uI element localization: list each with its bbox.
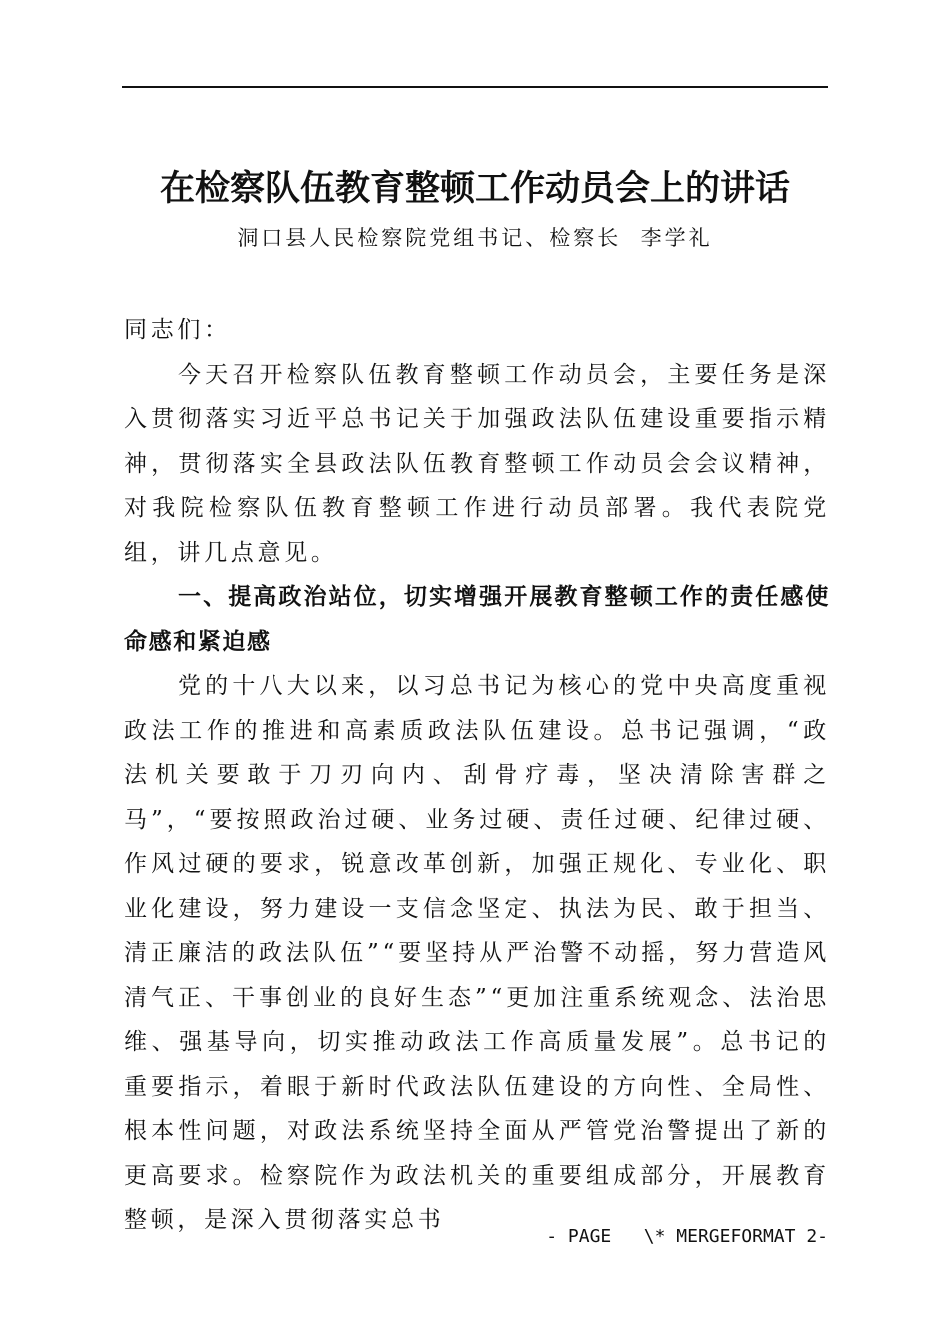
page-footer: - PAGE \* MERGEFORMAT 2-	[546, 1226, 828, 1247]
body-paragraph: 党的十八大以来，以习总书记为核心的党中央高度重视政法工作的推进和高素质政法队伍建设。总书记强调，“政法机关要敢于刀刃向内、刮骨疗毒，坚决清除害群之马”，“要按照政治过硬、业务过硬、责任过硬、纪律过硬、作风过硬的要求，锐意改革创新，加强正规化、专业化、职业化建设，努力建设一支信念坚定、执法为民、敢于担当、清正廉洁的政法队伍”“要坚持从严治警不动摇，努力营造风清气正、干事创业的良好生态”“更加注重系统观念、法治思维、强基导向，切实推动政法工作高质量发展”。总书记的重要指示，着眼于新时代政法队伍建设的方向性、全局性、根本性问题，对政法系统坚持全面从严管党治警提出了新的更高要求。检察院作为政法机关的重要组成部分，开展教育整顿，是深入贯彻落实总书	[124, 673, 830, 1233]
salutation: 同志们：	[124, 317, 231, 343]
header-rule	[122, 86, 828, 88]
section-heading: 一、提高政治站位，切实增强开展教育整顿工作的责任感使命感和紧迫感	[124, 584, 830, 655]
document-body	[124, 308, 830, 1243]
document-title: 在检察队伍教育整顿工作动员会上的讲话	[159, 168, 790, 209]
document-subtitle: 洞口县人民检察院党组书记、检察长 李学礼	[237, 226, 713, 250]
intro-paragraph: 今天召开检察队伍教育整顿工作动员会，主要任务是深入贯彻落实习近平总书记关于加强政法队伍建设重要指示精神，贯彻落实全县政法队伍教育整顿工作动员会会议精神，对我院检察队伍教育整顿工作进行动员部署。我代表院党组，讲几点意见。	[124, 361, 830, 566]
